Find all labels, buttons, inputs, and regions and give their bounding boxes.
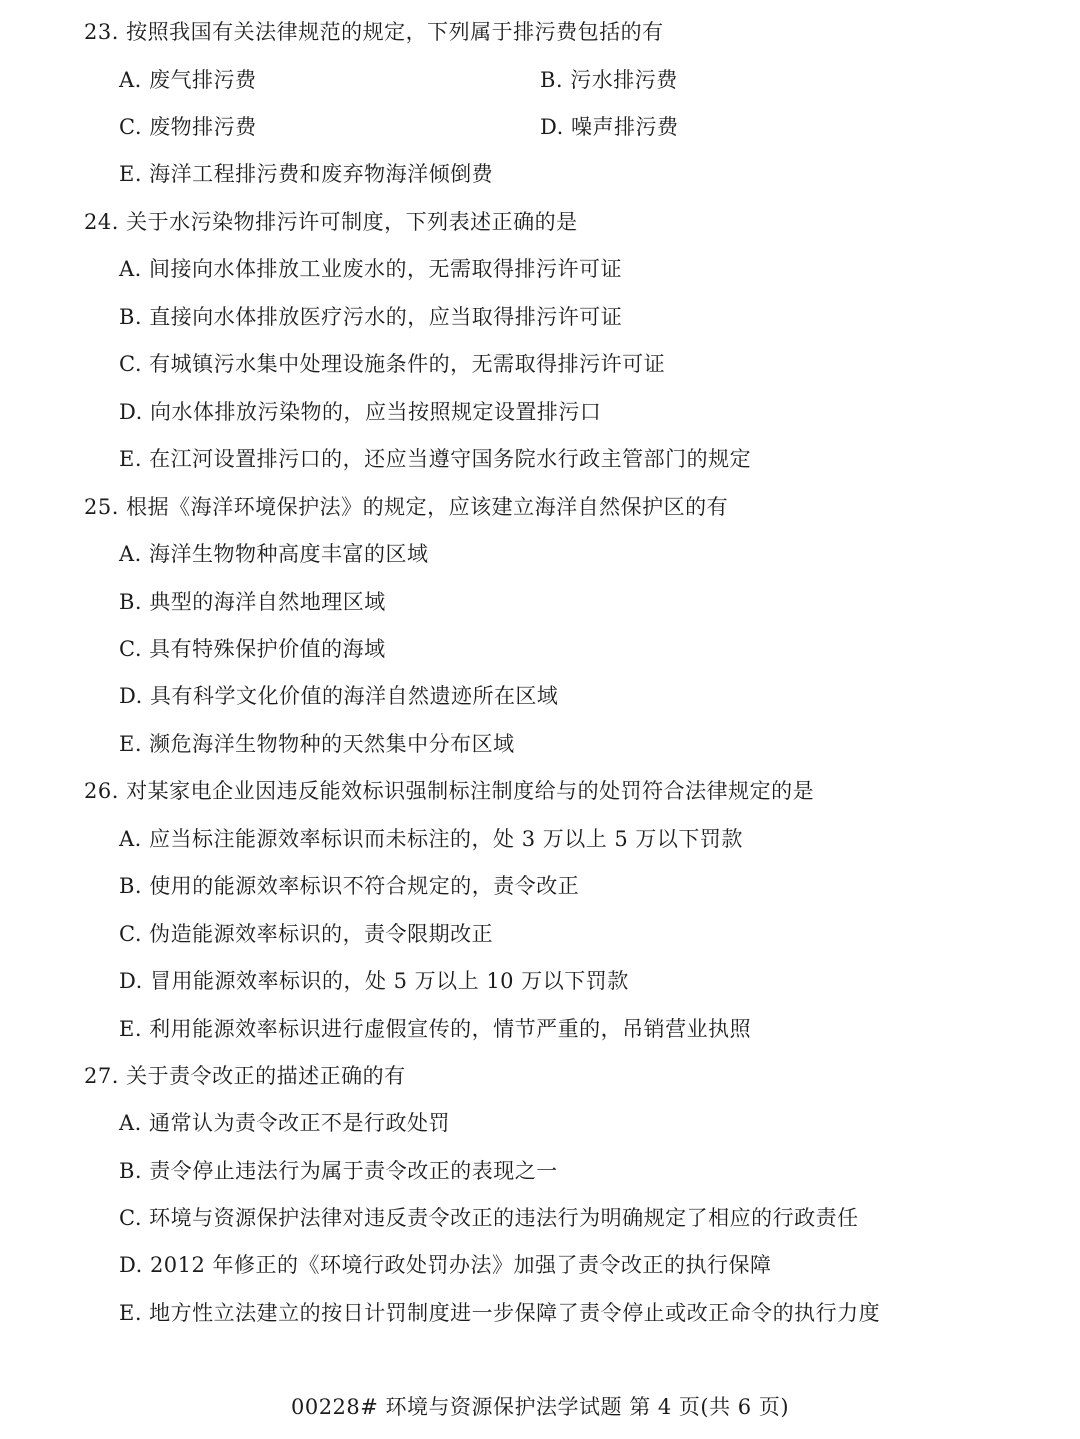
- question-23-option-e: E. 海洋工程排污费和废弃物海洋倾倒费: [119, 162, 494, 186]
- question-27-option-e: E. 地方性立法建立的按日计罚制度进一步保障了责令停止或改正命令的执行力度: [119, 1301, 881, 1325]
- question-23: 23. 按照我国有关法律规范的规定，下列属于排污费包括的有: [84, 20, 664, 44]
- question-26-option-e: E. 利用能源效率标识进行虚假宣传的，情节严重的，吊销营业执照: [119, 1017, 752, 1041]
- question-24-option-a: A. 间接向水体排放工业废水的，无需取得排污许可证: [119, 257, 623, 281]
- question-25: 25. 根据《海洋环境保护法》的规定，应该建立海洋自然保护区的有: [84, 495, 729, 519]
- question-27-option-b: B. 责令停止违法行为属于责令改正的表现之一: [119, 1159, 558, 1183]
- question-24-option-c: C. 有城镇污水集中处理设施条件的，无需取得排污许可证: [119, 352, 666, 376]
- question-27: 27. 关于责令改正的描述正确的有: [84, 1064, 406, 1088]
- question-26-option-a: A. 应当标注能源效率标识而未标注的，处 3 万以上 5 万以下罚款: [119, 827, 743, 851]
- question-27-option-d: D. 2012 年修正的《环境行政处罚办法》加强了责令改正的执行保障: [119, 1253, 772, 1277]
- question-24-option-d: D. 向水体排放污染物的，应当按照规定设置排污口: [119, 400, 602, 424]
- question-27-option-c: C. 环境与资源保护法律对违反责令改正的违法行为明确规定了相应的行政责任: [119, 1206, 859, 1230]
- question-23-option-d: D. 噪声排污费: [540, 115, 679, 139]
- question-26-option-c: C. 伪造能源效率标识的，责令限期改正: [119, 922, 494, 946]
- question-27-option-a: A. 通常认为责令改正不是行政处罚: [119, 1111, 451, 1135]
- question-25-option-b: B. 典型的海洋自然地理区域: [119, 590, 386, 614]
- question-26-option-b: B. 使用的能源效率标识不符合规定的，责令改正: [119, 874, 580, 898]
- question-24: 24. 关于水污染物排污许可制度，下列表述正确的是: [84, 210, 578, 234]
- question-23-option-a: A. 废气排污费: [119, 68, 257, 92]
- question-24-option-b: B. 直接向水体排放医疗污水的，应当取得排污许可证: [119, 305, 623, 329]
- question-25-option-a: A. 海洋生物物种高度丰富的区域: [119, 542, 429, 566]
- question-26: 26. 对某家电企业因违反能效标识强制标注制度给与的处罚符合法律规定的是: [84, 779, 815, 803]
- question-26-option-d: D. 冒用能源效率标识的，处 5 万以上 10 万以下罚款: [119, 969, 629, 993]
- question-25-option-e: E. 濒危海洋生物物种的天然集中分布区域: [119, 732, 515, 756]
- question-23-option-c: C. 废物排污费: [119, 115, 257, 139]
- question-24-option-e: E. 在江河设置排污口的，还应当遵守国务院水行政主管部门的规定: [119, 447, 752, 471]
- page-footer: 00228# 环境与资源保护法学试题 第 4 页(共 6 页): [290, 1395, 790, 1419]
- question-25-option-d: D. 具有科学文化价值的海洋自然遗迹所在区域: [119, 684, 559, 708]
- question-25-option-c: C. 具有特殊保护价值的海域: [119, 637, 386, 661]
- question-23-option-b: B. 污水排污费: [540, 68, 678, 92]
